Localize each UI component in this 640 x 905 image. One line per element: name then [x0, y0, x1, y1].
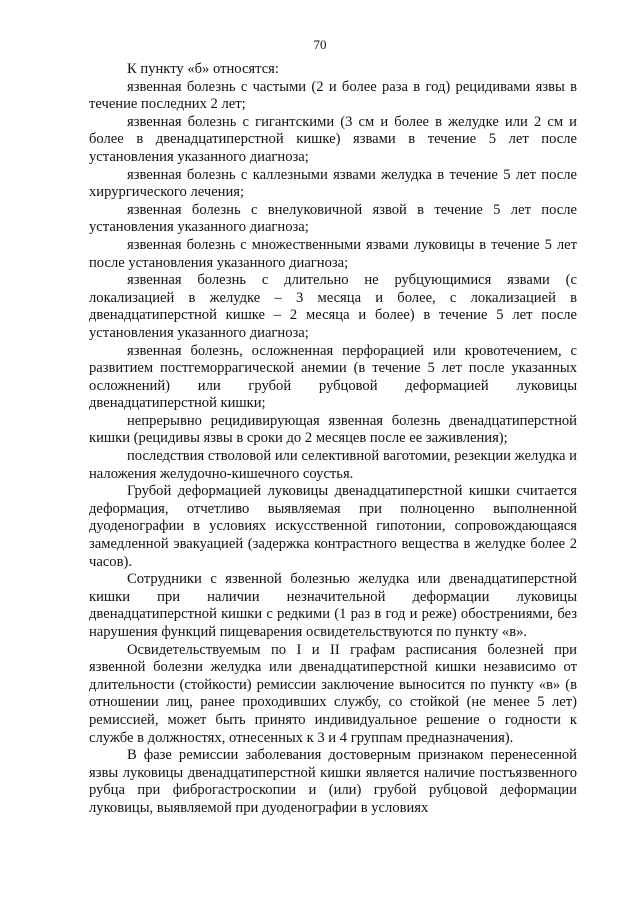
- paragraph: язвенная болезнь с частыми (2 и более раза в год) рецидивами язвы в течение последних 2 лет;: [89, 78, 577, 113]
- paragraph: Грубой деформацией луковицы двенадцатиперстной кишки считается деформация, отчетливо выявляемая при полноценно выполненной дуоденографии в условиях искусственной гипотонии, сопровождающаяся замедленной эвакуацией (задержка контрастного вещества в желудке более 2 часов).: [89, 483, 577, 570]
- paragraph: язвенная болезнь с гигантскими (3 см и более в желудке или 2 см и более в двенадцатиперстной кишке) язвами в течение 5 лет после установления указанного диагноза;: [89, 113, 577, 165]
- paragraph: язвенная болезнь с каллезными язвами желудка в течение 5 лет после хирургического лечения;: [89, 166, 577, 201]
- paragraph: Сотрудники с язвенной болезнью желудка или двенадцатиперстной кишки при наличии незначительной деформации луковицы двенадцатиперстной кишки с редкими (1 раз в год и реже) обострениями, без нарушения функций пищеварения освидетельствуются по пункту «в».: [89, 571, 577, 640]
- paragraph: последствия стволовой или селективной ваготомии, резекции желудка и наложения желудочно-кишечного соустья.: [89, 448, 577, 482]
- paragraph: язвенная болезнь с внелуковичной язвой в течение 5 лет после установления указанного диагноза;: [89, 201, 577, 236]
- paragraph: К пункту «б» относятся:: [127, 61, 279, 77]
- paragraph: язвенная болезнь, осложненная перфорацией или кровотечением, с развитием постгеморрагической анемии (в течение 5 лет после указанных осложнений) или грубой рубцовой деформацией луковицы двенадцатиперстной кишки;: [89, 342, 577, 412]
- paragraph: язвенная болезнь с длительно не рубцующимися язвами (с локализацией в желудке – 3 месяца и более, с локализацией в двенадцатиперстной кишке – 2 месяца и более) в течение 5 лет после установления указанного диагноза;: [89, 272, 577, 341]
- page-number: 70: [313, 37, 327, 52]
- paragraph: Освидетельствуемым по I и II графам расписания болезней при язвенной болезни желудка или двенадцатиперстной кишки независимо от длительности (стойкости) ремиссии заключение выносится по пункту «в» (в отношении лиц, ранее проходивших службу, со стойкой (не менее 5 лет) ремиссией, может быть принято индивидуальное решение о годности к службе в должностях, отнесенных к 3 и 4 группам предназначения).: [89, 641, 577, 746]
- paragraph: В фазе ремиссии заболевания достоверным признаком перенесенной язвы луковицы двенадцатиперстной кишки является наличие постъязвенного рубца при фиброгастроскопии и (или) грубой рубцовой деформации луковицы, выявляемой при дуоденографии в условиях: [89, 747, 577, 816]
- document-body: [89, 61, 577, 818]
- paragraph: язвенная болезнь с множественными язвами луковицы в течение 5 лет после установления указанного диагноза;: [89, 236, 577, 271]
- paragraph: непрерывно рецидивирующая язвенная болезнь двенадцатиперстной кишки (рецидивы язвы в сроки до 2 месяцев после ее заживления);: [89, 412, 577, 447]
